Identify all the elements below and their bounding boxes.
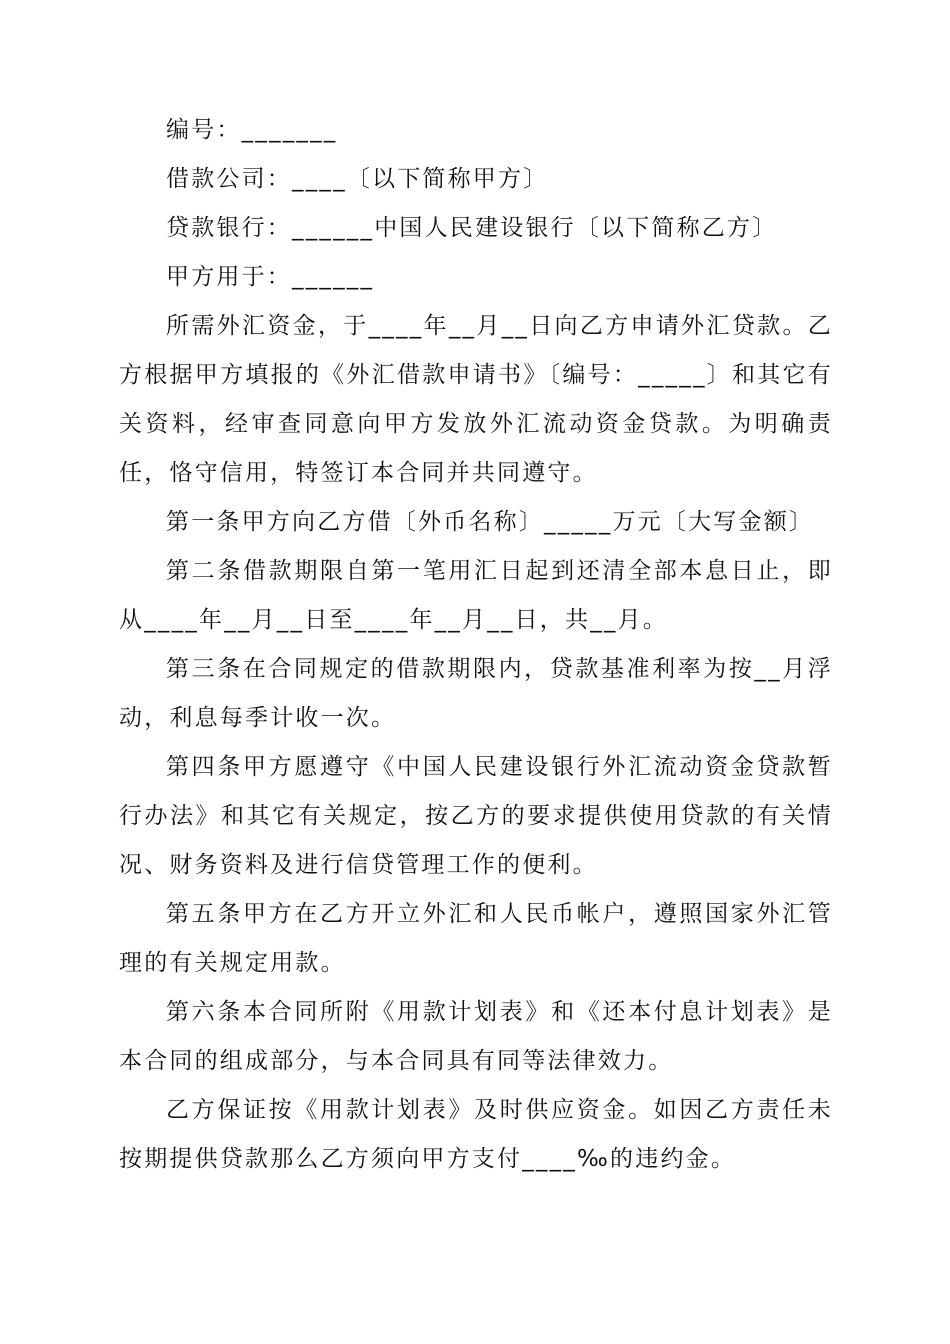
lender-bank-line: 贷款银行：______中国人民建设银行〔以下简称乙方〕 xyxy=(166,215,778,241)
article-2-paragraph: 第二条借款期限自第一笔用汇日起到还清全部本息日止，即从____年__月__日至____年__月__日，共__月。 xyxy=(119,558,833,633)
borrower-line: 借款公司：____〔以下简称甲方〕 xyxy=(166,166,549,192)
article-3-paragraph: 第三条在合同规定的借款期限内，贷款基准利率为按__月浮动，利息每季计收一次。 xyxy=(119,656,833,731)
article-6-paragraph: 第六条本合同所附《用款计划表》和《还本付息计划表》是本合同的组成部分，与本合同具有同等法律效力。 xyxy=(119,999,833,1074)
contract-document xyxy=(119,106,833,1184)
article-4-paragraph: 第四条甲方愿遵守《中国人民建设银行外汇流动资金贷款暂行办法》和其它有关规定，按乙方的要求提供使用贷款的有关情况、财务资料及进行信贷管理工作的便利。 xyxy=(119,754,833,878)
article-1-paragraph: 第一条甲方向乙方借〔外币名称〕_____万元〔大写金额〕 xyxy=(166,509,815,535)
preamble-paragraph: 所需外汇资金，于____年__月__日向乙方申请外汇贷款。乙方根据甲方填报的《外汇借款申请书》〔编号：_____〕和其它有关资料，经审查同意向甲方发放外汇流动资金贷款。为明确责任，恪守信用，特签订本合同并共同遵守。 xyxy=(119,313,833,486)
article-5-paragraph: 第五条甲方在乙方开立外汇和人民币帐户，遵照国家外汇管理的有关规定用款。 xyxy=(119,901,833,976)
contract-number-line: 编号：_______ xyxy=(166,117,338,143)
lender-guarantee-paragraph: 乙方保证按《用款计划表》及时供应资金。如因乙方责任未按期提供贷款那么乙方须向甲方支付____‰的违约金。 xyxy=(119,1097,833,1172)
purpose-line: 甲方用于：______ xyxy=(166,264,375,290)
